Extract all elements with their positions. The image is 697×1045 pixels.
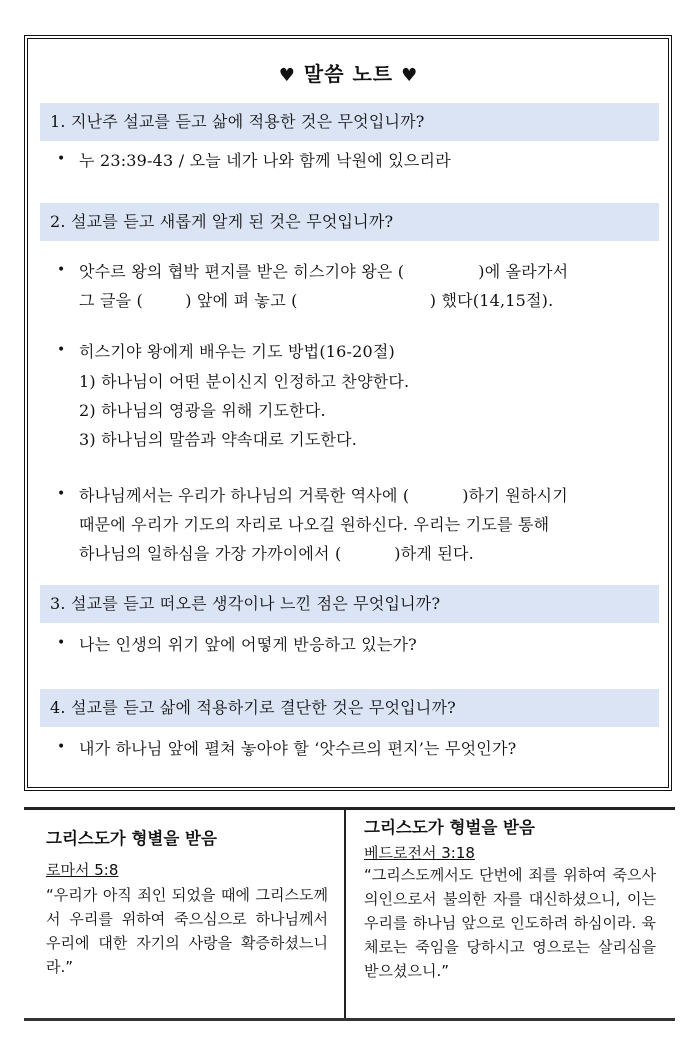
q2-blank-line-2: 그 글을 ( ) 앞에 펴 놓고 ( ) 했다(14,15절). [79, 291, 554, 310]
question-3-answer: 나는 인생의 위기 앞에 어떻게 반응하고 있는가? [79, 635, 417, 654]
bullet-icon: • [57, 262, 66, 278]
verse-card-left [46, 825, 328, 979]
prayer-method-2: 2) 하나님의 영광을 위해 기도한다. [79, 401, 326, 420]
verse-title: 그리스도가 형별을 받음 [46, 829, 217, 848]
page-title [0, 58, 697, 87]
q2-blank-line-1: 앗수르 왕의 협박 편지를 받은 히스기야 왕은 ( )에 올라가서 [79, 262, 569, 281]
verse-section-top-rule [24, 807, 675, 810]
bullet-icon: • [57, 486, 66, 502]
title-text: 말씀 노트 [303, 62, 394, 86]
verse-text: “우리가 아직 죄인 되었을 때에 그리스도께서 우리를 위하여 죽으심으로 하나님께서 우리에 대한 자기의 사랑을 확증하셨느니라.” [46, 886, 328, 976]
question-2-heading: 2. 설교를 듣고 새롭게 알게 된 것은 무엇입니까? [40, 203, 659, 241]
prayer-method-3: 3) 하나님의 말씀과 약속대로 기도한다. [79, 430, 358, 449]
verse-reference: 로마서 5:8 [46, 861, 119, 879]
verse-reference: 베드로전서 3:18 [364, 844, 475, 862]
q2-blank-line-3: 하나님께서는 우리가 하나님의 거룩한 역사에 ( )하기 원하시기 [79, 486, 568, 505]
question-1-heading: 1. 지난주 설교를 듣고 삶에 적용한 것은 무엇입니까? [40, 103, 659, 141]
prayer-method-1: 1) 하나님이 어떤 분이신지 인정하고 찬양한다. [79, 372, 410, 391]
q2-blank-line-5: 하나님의 일하심을 가장 가까이에서 ( )하게 된다. [79, 544, 474, 563]
bullet-icon: • [57, 342, 66, 358]
verse-text: “그리스도께서도 단번에 죄를 위하여 죽으사 의인으로서 불의한 자를 대신하셨으니, 이는 우리를 하나님 앞으로 인도하려 하심이라. 육체로는 죽임을 당하시고 영으로는 살리심을 받으셨으니.” [364, 866, 656, 980]
verse-section-bottom-rule [24, 1018, 675, 1021]
bullet-icon: • [57, 739, 66, 755]
prayer-method-heading: 히스기야 왕에게 배우는 기도 방법(16-20절) [79, 342, 395, 361]
q2-line-4: 때문에 우리가 기도의 자리로 나오길 원하신다. 우리는 기도를 통해 [79, 515, 550, 534]
question-3-heading: 3. 설교를 듣고 떠오른 생각이나 느낀 점은 무엇입니까? [40, 585, 659, 623]
heart-icon: ♥ [278, 65, 296, 86]
question-4-answer: 내가 하나님 앞에 펼쳐 놓아야 할 ‘앗수르의 편지’는 무엇인가? [79, 739, 517, 758]
bullet-icon: • [57, 151, 66, 167]
question-1-answer: 누 23:39-43 / 오늘 네가 나와 함께 낙원에 있으리라 [79, 151, 451, 170]
question-4-heading: 4. 설교를 듣고 삶에 적용하기로 결단한 것은 무엇입니까? [40, 689, 659, 727]
verse-title: 그리스도가 형벌을 받음 [364, 818, 535, 837]
heart-icon: ♥ [401, 65, 419, 86]
verse-card-right [364, 814, 656, 983]
bullet-icon: • [57, 635, 66, 651]
verse-column-divider [344, 810, 346, 1018]
